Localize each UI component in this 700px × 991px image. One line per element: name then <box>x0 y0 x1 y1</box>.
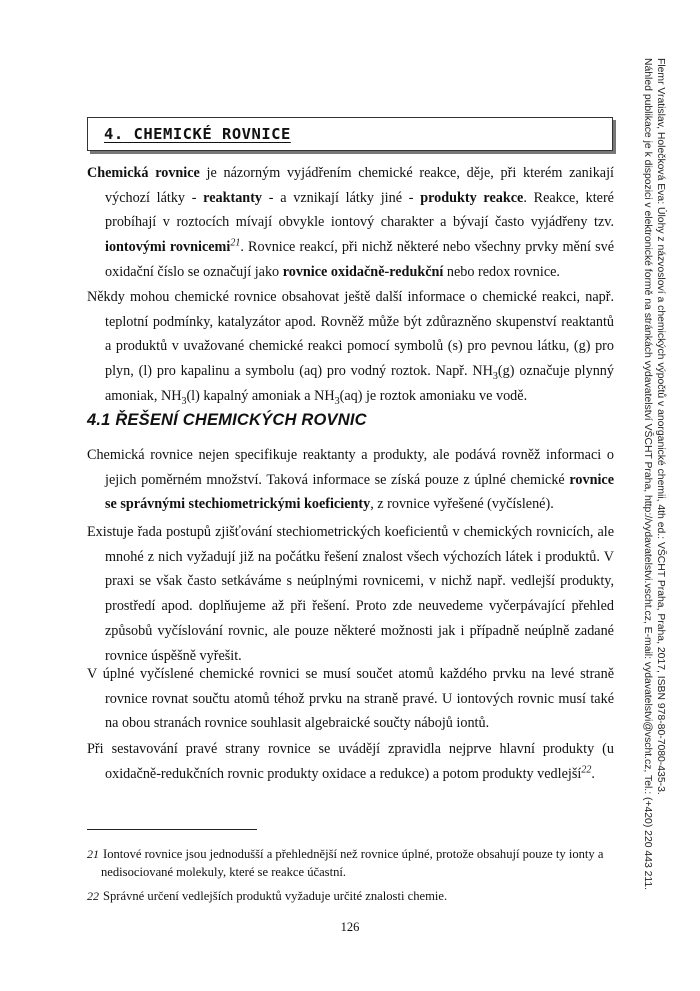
paragraph-5-block <box>87 662 614 736</box>
text-span: (aq) je roztok amoniaku ve vodě. <box>339 387 528 404</box>
footnote-text: Iontové rovnice jsou jednodušší a přehlednější než rovnice úplné, protože obsahují pouze ty ionty a nedisociované molekuly, které se reakce účastní. <box>101 847 604 879</box>
text-span: - a vznikají látky jiné - <box>262 189 421 206</box>
chapter-title-text: CHEMICKÉ ROVNICE <box>133 125 291 143</box>
text-span: Chemická rovnice nejen specifikuje reaktanty a produkty, ale podává rovněž informaci o jejich poměrném množství. Taková informace se získá pouze z úplné chemické <box>87 447 614 488</box>
footnote-22 <box>87 887 614 905</box>
term-chemicka-rovnice: Chemická rovnice <box>87 165 200 181</box>
text-span: je názorným vyjádřením chemické reakce, děje, při kterém zanikají výchozí látky - <box>105 165 614 206</box>
footnote-ref-22[interactable]: 22 <box>581 763 592 775</box>
subscript: 3 <box>492 370 498 382</box>
term-reaktanty: reaktanty <box>203 189 263 206</box>
chapter-heading-box <box>87 117 613 151</box>
paragraph-1 <box>87 161 614 285</box>
paragraph-3 <box>87 443 614 517</box>
paragraph-4: Existuje řada postupů zjišťování stechiometrických koeficientů v chemických rovnicích, ale mnohé z nich vyžadují již na počátku řešení znalost všech výchozích látek i produktů. V praxi se však často setkáváme s neúplnými rovnicemi, v nichž např. vedlejší produkty, prostředí apod. doplňujeme až při řešení. Proto zde neuvedeme vyčerpávající přehled způsobů vyčíslování rovnic, ale pouze některé možnosti jak i případně neúplně zadané rovnice úspěšně vyřešit. <box>87 524 614 664</box>
text-span: Někdy mohou chemické rovnice obsahovat ještě další informace o chemické reakci, např. teplotní podmínky, katalyzátor apod. Rovněž může být zdůrazněno skupenství reaktantů a produktů v uvažované chemické reakci pomocí symbolů (s) pro pevnou látku, (g) pro plyn, (l) pro kapalinu a symbolu (aq) pro vodný roztok. Např. NH <box>87 289 614 380</box>
term-iontove-rovnice: iontovými rovnicemi <box>105 239 231 256</box>
text-span: , z rovnice vyřešené (vyčíslené). <box>370 496 554 513</box>
paragraph-6-block <box>87 737 614 786</box>
paragraph-4-block <box>87 520 614 668</box>
footnotes <box>87 845 614 911</box>
footnote-ref-21[interactable]: 21 <box>230 237 241 249</box>
chapter-number: 4. <box>104 125 124 143</box>
text-span: . Reakce, které probíhají v roztocích mívají obvykle iontový charakter a bývají často vyjádřeny tzv. <box>105 189 614 231</box>
text-span: (l) kapalný amoniak a NH <box>186 387 335 404</box>
term-stechiometricke-koeficienty: rovnice se správnými stechiometrickými koeficienty <box>105 471 614 513</box>
states-block <box>87 285 614 409</box>
footnote-separator <box>87 829 257 830</box>
page-number: 126 <box>340 920 360 934</box>
chapter-title <box>104 125 291 143</box>
subscript: 3 <box>334 395 340 407</box>
footnote-number: 22 <box>87 889 99 903</box>
text-span: . <box>591 765 595 782</box>
term-redox-rovnice: rovnice oxidačně-redukční <box>282 263 444 280</box>
text-span: nebo redox rovnice. <box>443 263 560 280</box>
term-produkty-reakce: produkty reakce <box>420 189 524 206</box>
text-span: Při sestavování pravé strany rovnice se uvádějí zpravidla nejprve hlavní produkty (u oxidačně-redukčních rovnic produkty oxidace a redukce) a potom produkty vedlejší <box>87 741 614 782</box>
text-span: (g) označuje plynný amoniak, NH <box>105 363 614 404</box>
text-span: . Rovnice reakcí, při nichž některé nebo všechny prvky mění své oxidační číslo se označují jako <box>105 239 615 280</box>
footnote-21 <box>87 845 614 881</box>
paragraph-5: V úplné vyčíslené chemické rovnici se musí součet atomů každého prvku na levé straně rovnice rovnat součtu atomů téhož prvku na straně pravé. U iontových rovnic musí také na obou stranách rovnice souhlasit algebraické součty nábojů iontů. <box>87 666 614 732</box>
paragraph-2 <box>87 285 614 409</box>
publisher-side-note <box>643 58 667 936</box>
section-heading: 4.1 ŘEŠENÍ CHEMICKÝCH ROVNIC <box>87 411 367 429</box>
side-note-line-2: Náhled publikace je k dispozici v elektronické formě na stránkách vydavatelství VŠCHT Praha, http://vydavatelstvi.vscht.cz, E-mail: vydavatelstvi@vscht.cz, Tel.: (+420) 220 443 211. <box>642 58 653 891</box>
footnote-text: Správné určení vedlejších produktů vyžaduje určité znalosti chemie. <box>103 889 448 903</box>
side-note-line-1: Flemr Vratislav, Holečková Eva: Úlohy z názvosloví a chemických výpočtů v anorganické chemii, 4th ed.: VŠCHT Praha, Praha, 2017, ISBN 978-80-7080-435-3. <box>655 58 666 795</box>
paragraph-6 <box>87 737 614 786</box>
subscript: 3 <box>181 395 187 407</box>
intro-block <box>87 161 614 285</box>
paragraph-3-block <box>87 443 614 517</box>
footnote-number: 21 <box>87 847 99 861</box>
